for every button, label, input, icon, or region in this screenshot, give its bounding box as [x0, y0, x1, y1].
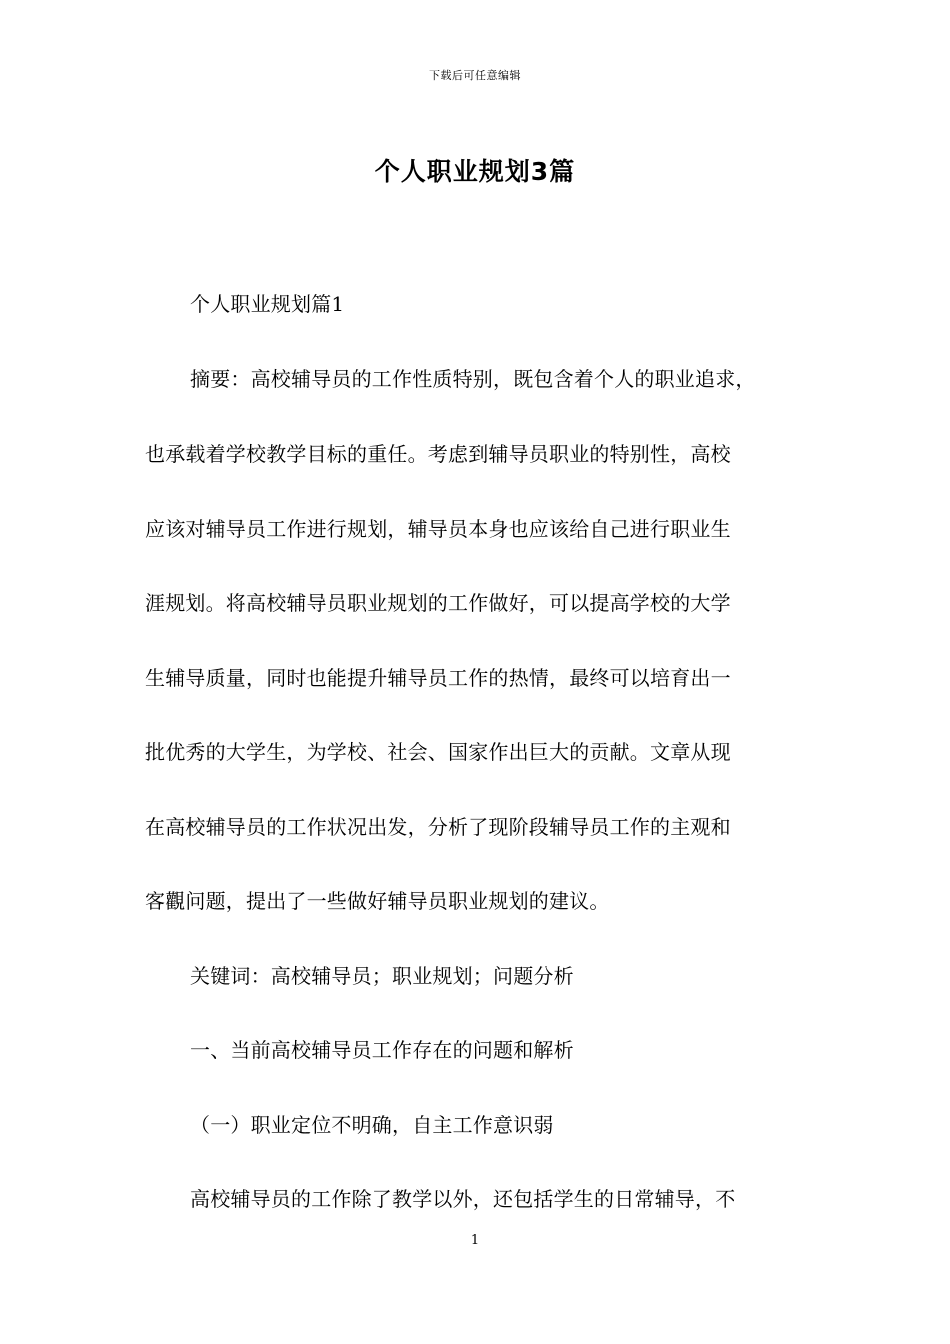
paragraph-line: 高校辅导员的工作除了教学以外，还包括学生的日常辅导，不 [190, 1187, 736, 1211]
paragraph-line: 也承载着学校教学目标的重任。考虑到辅导员职业的特别性，高校 [145, 442, 731, 466]
page-number: 1 [470, 1233, 480, 1248]
paragraph-line: 客觀问题，提出了一些做好辅导员职业规划的建议。 [145, 889, 610, 913]
section-heading: 一、当前高校辅导员工作存在的问题和解析 [190, 1038, 574, 1062]
paragraph-line: 在高校辅导员的工作状况出发，分析了现阶段辅导员工作的主观和 [145, 815, 731, 839]
section-heading: 个人职业规划篇1 [190, 292, 345, 316]
paragraph-line: 批优秀的大学生，为学校、社会、国家作出巨大的贡献。文章从现 [145, 740, 731, 764]
paragraph-line: 摘要：高校辅导员的工作性质特别，既包含着个人的职业追求， [190, 367, 756, 391]
paragraph-line: 生辅导质量，同时也能提升辅导员工作的热情，最终可以培育出一 [145, 666, 731, 690]
document-title: 个人职业规划3篇 [374, 157, 576, 186]
paragraph-line: 涯规划。将高校辅导员职业规划的工作做好，可以提高学校的大学 [145, 591, 731, 615]
header-note: 下载后可任意编辑 [429, 69, 521, 82]
paragraph-line: 应该对辅导员工作进行规划，辅导员本身也应该给自己进行职业生 [145, 517, 731, 541]
subsection-heading: （一）职业定位不明确，自主工作意识弱 [190, 1113, 554, 1137]
keywords-line: 关键词：高校辅导员；职业规划；问题分析 [190, 964, 574, 988]
